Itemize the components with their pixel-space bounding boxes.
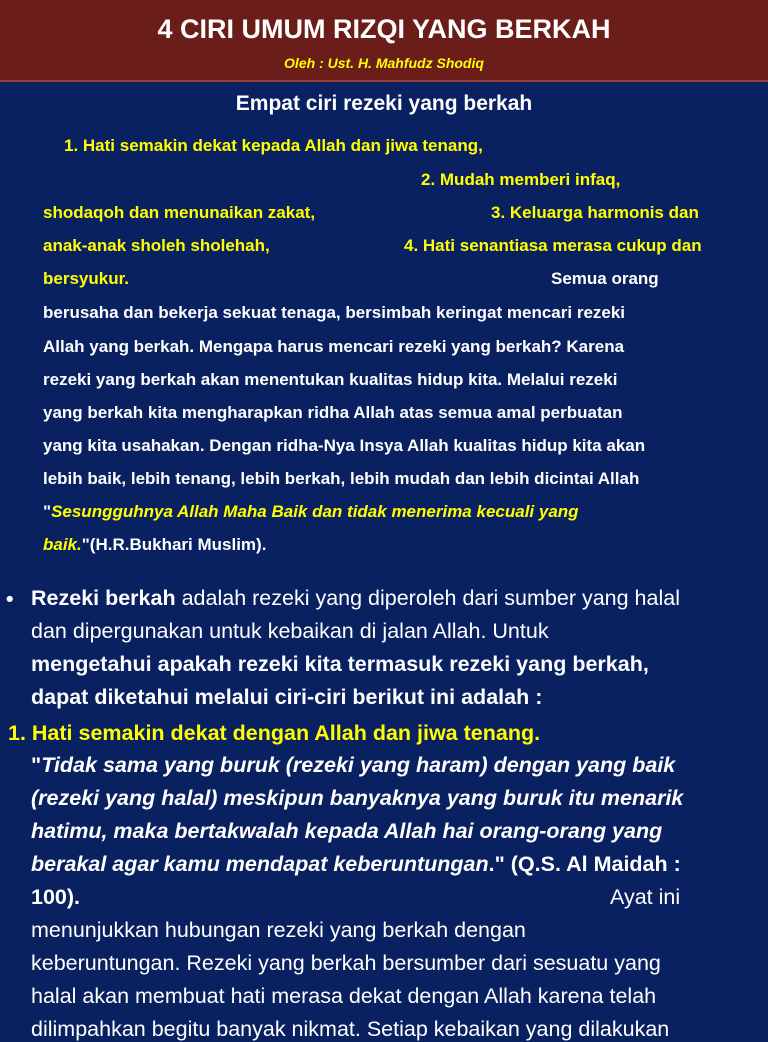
paragraph-line: yang kita usahakan. Dengan ridha-Nya Insya Allah kualitas hidup kita akan (43, 436, 646, 455)
page-title: 4 CIRI UMUM RIZQI YANG BERKAH (157, 14, 611, 44)
title-bar (0, 0, 768, 82)
point-1-heading: 1. Hati semakin dekat dengan Allah dan jiwa tenang. (8, 721, 541, 745)
semua-orang: Semua orang (551, 269, 659, 288)
bullet-line: dan dipergunakan untuk kebaikan di jalan Allah. Untuk (31, 619, 549, 643)
paragraph-line: berusaha dan bekerja sekuat tenaga, bersimbah keringat mencari rezeki (43, 303, 626, 322)
ciri-4-cont: bersyukur. (43, 269, 129, 288)
intro-heading: Empat ciri rezeki yang berkah (235, 92, 533, 115)
explanation-line: dilimpahkan begitu banyak nikmat. Setiap kebaikan yang dilakukan (31, 1017, 670, 1041)
term-rezeki-berkah: Rezeki berkah (31, 586, 176, 610)
bullet-line: dapat diketahui melalui ciri-ciri berikut ini adalah : (31, 685, 543, 709)
explanation-line: halal akan membuat hati merasa dekat dengan Allah karena telah (31, 984, 657, 1008)
paragraph-line: rezeki yang berkah akan menentukan kualitas hidup kita. Melalui rezeki (43, 370, 618, 389)
ciri-2-cont: shodaqoh dan menunaikan zakat, (43, 203, 316, 222)
paragraph-line: yang berkah kita mengharapkan ridha Allah atas semua amal perbuatan (43, 403, 623, 422)
quote-mark: " (31, 753, 42, 777)
ciri-4: 4. Hati senantiasa merasa cukup dan (404, 236, 702, 255)
definition-text: adalah rezeki yang diperoleh dari sumber yang halal (175, 586, 680, 610)
ciri-3: 3. Keluarga harmonis dan (491, 203, 699, 222)
explanation-line: menunjukkan hubungan rezeki yang berkah dengan (31, 918, 526, 942)
hadith-source: "(H.R.Bukhari Muslim). (81, 535, 267, 554)
ciri-2: 2. Mudah memberi infaq, (421, 170, 621, 189)
hadith-text-end: baik. (43, 535, 82, 554)
quran-text: Tidak sama yang buruk (rezeki yang haram) dengan yang baik (41, 753, 676, 777)
paragraph-line: Allah yang berkah. Mengapa harus mencari rezeki yang berkah? Karena (43, 337, 625, 356)
quran-quote (31, 753, 675, 778)
explanation-line: keberuntungan. Rezeki yang berkah bersumber dari sesuatu yang (31, 951, 661, 975)
author-byline: Oleh : Ust. H. Mahfudz Shodiq (284, 55, 484, 71)
quran-quote (31, 852, 681, 877)
quran-source-end: 100). (31, 885, 81, 909)
bullet-marker: • (6, 587, 14, 611)
ayat-ini: Ayat ini (610, 885, 681, 909)
hadith-quote (43, 502, 579, 522)
quran-text: berakal agar kamu mendapat keberuntungan (31, 852, 489, 876)
paragraph-line: lebih baik, lebih tenang, lebih berkah, lebih mudah dan lebih dicintai Allah (43, 469, 640, 488)
quran-quote (31, 819, 662, 844)
ciri-3-cont: anak-anak sholeh sholehah, (43, 236, 270, 255)
quran-quote (31, 786, 683, 811)
ciri-1: 1. Hati semakin dekat kepada Allah dan jiwa tenang, (64, 136, 483, 155)
slide-body (0, 82, 768, 1041)
hadith-quote-end (43, 535, 266, 555)
quran-text: (rezeki yang halal) meskipun banyaknya yang buruk itu menarik (31, 786, 684, 810)
quote-mark: " (43, 502, 52, 521)
bullet-line (31, 586, 680, 611)
quran-source: ." (Q.S. Al Maidah : (488, 852, 681, 876)
bullet-line: mengetahui apakah rezeki kita termasuk rezeki yang berkah, (31, 652, 649, 676)
hadith-text: Sesungguhnya Allah Maha Baik dan tidak menerima kecuali yang (51, 502, 579, 521)
quran-text: hatimu, maka bertakwalah kepada Allah hai orang-orang yang (31, 819, 663, 843)
